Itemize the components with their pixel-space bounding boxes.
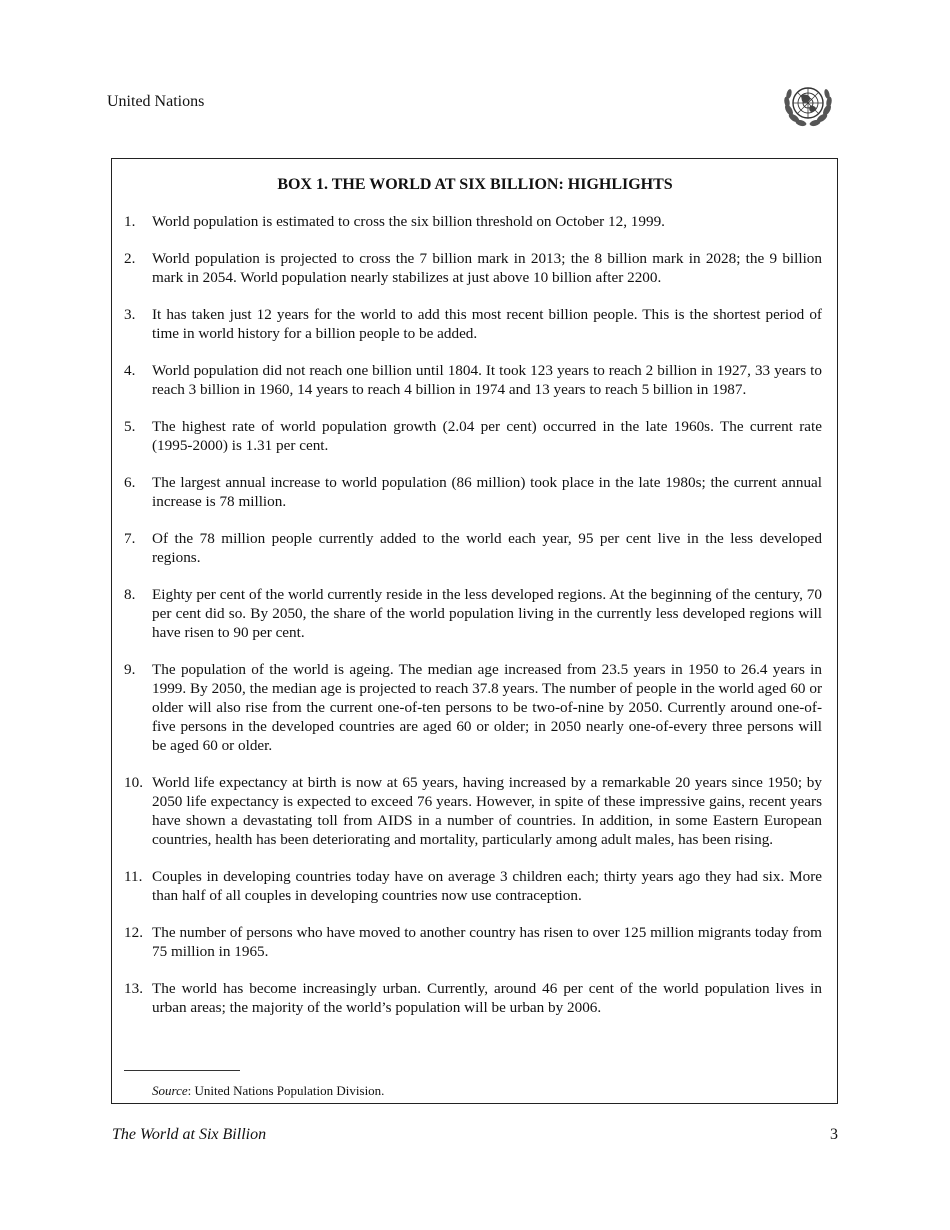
list-item: [124, 867, 822, 905]
item-text: The population of the world is ageing. The median age increased from 23.5 years in 1950 to 26.4 years in 1999. By 2050, the median age is projected to reach 37.8 years. The number of people in the world aged 60 or older will also rise from the current one-of-ten persons to be two-of-nine by 2050. Currently around one-of-five persons in the developed countries are aged 60 or older; in 2050 nearly one-of-every three persons will be aged 60 or older.: [152, 661, 822, 754]
box-title: BOX 1. THE WORLD AT SIX BILLION: HIGHLIGHTS: [277, 176, 673, 193]
header-organization: United Nations: [107, 93, 205, 110]
item-text: Of the 78 million people currently added to the world each year, 95 per cent live in the less developed regions.: [152, 530, 822, 566]
list-item: [124, 305, 822, 343]
item-number: 12.: [124, 924, 143, 941]
item-text: It has taken just 12 years for the world to add this most recent billion people. This is the shortest period of time in world history for a billion people to be added.: [152, 306, 822, 342]
item-number: 8.: [124, 586, 136, 603]
highlights-list: [124, 212, 822, 1035]
item-number: 1.: [124, 213, 136, 230]
item-number: 4.: [124, 362, 136, 379]
list-item: [124, 417, 822, 455]
item-text: World population is projected to cross the 7 billion mark in 2013; the 8 billion mark in 2028; the 9 billion mark in 2054. World population nearly stabilizes at just above 10 billion after 2200.: [152, 250, 822, 286]
item-text: World population did not reach one billion until 1804. It took 123 years to reach 2 billion in 1927, 33 years to reach 3 billion in 1960, 14 years to reach 4 billion in 1974 and 13 years to reach 5 billion in 1987.: [152, 362, 822, 398]
footer-title: The World at Six Billion: [112, 1126, 267, 1143]
item-text: Eighty per cent of the world currently reside in the less developed regions. At the beginning of the century, 70 per cent did so. By 2050, the share of the world population living in the currently less developed regions will have risen to 90 per cent.: [152, 586, 822, 641]
list-item: [124, 212, 822, 231]
item-text: The highest rate of world population growth (2.04 per cent) occurred in the late 1960s. The current rate (1995-2000) is 1.31 per cent.: [152, 418, 822, 454]
list-item: [124, 923, 822, 961]
un-emblem-icon: [781, 80, 835, 130]
source-text: : United Nations Population Division.: [187, 1083, 385, 1098]
item-text: World life expectancy at birth is now at 65 years, having increased by a remarkable 20 years since 1950; by 2050 life expectancy is expected to exceed 76 years. However, in spite of these impressive gains, recent years have shown a devastating toll from AIDS in a number of countries. In addition, in some Eastern European countries, health has been deteriorating and mortality, particularly among adult males, has been rising.: [152, 774, 822, 848]
item-number: 3.: [124, 306, 136, 323]
list-item: [124, 529, 822, 567]
page-number: 3: [830, 1126, 838, 1143]
item-number: 9.: [124, 661, 136, 678]
source-note: [152, 1082, 384, 1099]
list-item: [124, 361, 822, 399]
item-text: The number of persons who have moved to another country has risen to over 125 million migrants today from 75 million in 1965.: [152, 924, 822, 960]
list-item: [124, 773, 822, 849]
item-number: 5.: [124, 418, 136, 435]
item-text: Couples in developing countries today have on average 3 children each; thirty years ago they had six. More than half of all couples in developing countries now use contraception.: [152, 868, 822, 904]
item-number: 10.: [124, 774, 143, 791]
list-item: [124, 660, 822, 755]
item-text: The largest annual increase to world population (86 million) took place in the late 1980s; the current annual increase is 78 million.: [152, 474, 822, 510]
list-item: [124, 979, 822, 1017]
item-text: World population is estimated to cross the six billion threshold on October 12, 1999.: [152, 213, 665, 230]
list-item: [124, 473, 822, 511]
item-number: 13.: [124, 980, 143, 997]
item-number: 7.: [124, 530, 136, 547]
item-text: The world has become increasingly urban. Currently, around 46 per cent of the world population lives in urban areas; the majority of the world’s population will be urban by 2006.: [152, 980, 822, 1016]
list-item: [124, 249, 822, 287]
list-item: [124, 585, 822, 642]
footnote-divider: [124, 1070, 240, 1071]
item-number: 6.: [124, 474, 136, 491]
source-label: Source: [152, 1083, 188, 1098]
item-number: 2.: [124, 250, 136, 267]
item-number: 11.: [124, 868, 143, 885]
